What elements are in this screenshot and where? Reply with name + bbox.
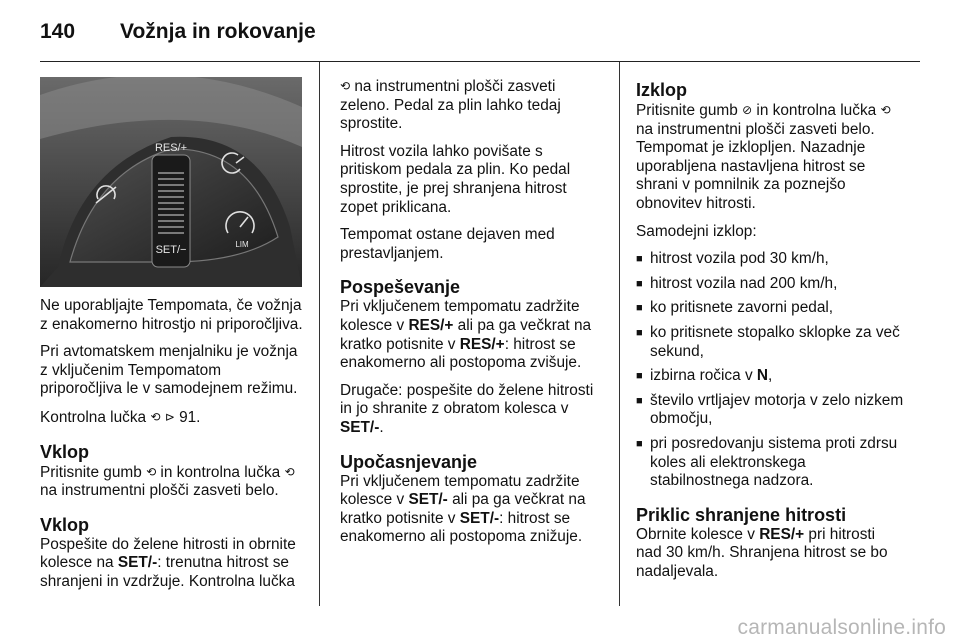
bullet-list [636,250,904,491]
text: Pospešite do želene hitrosti in obrnite kolesce na [40,535,296,572]
paragraph [340,473,608,547]
text: : hitrost se enakomerno ali postopoma zvišuje. [340,335,582,372]
reference-arrow-icon: ⊳ [164,409,175,424]
cruise-control-icon: ⟲ [340,79,351,93]
paragraph [636,526,904,582]
paragraph [340,77,608,134]
list-item [636,367,904,386]
text: na instrumentni plošči zasveti belo. Tempomat je izklopljen. Nazadnje uporabljena nastavljena hitrost se shrani v pomnilnik za poznejšo obnovitev hitrosti. [636,120,875,212]
section-heading: Priklic shranjene hitrosti [636,504,847,525]
column-1 [40,297,305,601]
header-rule [40,61,920,62]
page-reference: 91. [179,408,201,426]
cruise-off-icon: ⊘ [742,103,753,117]
watermark: carmanualsonline.info [737,616,946,639]
list-item: ■ ko pritisnete zavorni pedal, [636,299,904,318]
text: Pri vključenem tempomatu zadržite kolesce v [340,298,580,334]
list-item: ■ pri posredovanju sistema proti zdrsu koles ali elektronskega stabilnostnega nadzora. [636,435,904,491]
column-3 [636,80,904,590]
text: in kontrolna lučka [756,102,877,119]
text: pri hitrosti nad 30 km/h. Shranjena hitrost se bo nadaljevala. [636,525,888,580]
page-title: Vožnja in rokovanje [120,20,316,43]
text: ali pa ga večkrat na kratko potisnite v [340,491,586,527]
text: Pritisnite gumb [40,463,142,481]
lim-label: LIM [235,240,249,249]
cruise-control-icon: ⟲ [880,103,891,117]
text: : trenutna hitrost se shranjeni in vzdržuje. Kontrolna lučka [40,554,295,590]
paragraph [340,298,608,372]
steering-wheel-controls-photo [40,77,302,287]
paragraph: Pri avtomatskem menjalniku je vožnja z vključenim Tempomatom priporočljiva le v samodejnem režimu. [40,343,298,398]
list-item: ■ hitrost vozila pod 30 km/h, [636,250,904,269]
text: ali pa ga večkrat na kratko potisnite v [340,316,592,353]
text: Pri vključenem tempomatu zadržite kolesce v [340,472,580,509]
paragraph [40,463,305,501]
bold-term: RES/+ [459,335,505,353]
section-heading: Upočasnjevanje [340,451,478,472]
paragraph [40,536,305,592]
paragraph: Ne uporabljajte Tempomata, če vožnja z enakomerno hitrostjo ni priporočljiva. [40,297,303,333]
list-item: ■ število vrtljajev motorja v zelo nizkem območju, [636,392,904,429]
section-heading: Vklop [40,514,90,535]
text: Drugače: pospešite do želene hitrosti in jo shranite z obratom kolesca v [340,381,594,418]
column-divider [319,62,320,606]
bold-term: SET/- [408,491,448,509]
cruise-control-icon: ⟲ [146,464,157,479]
text: Obrnite kolesce v [636,525,755,543]
column-2 [340,77,608,556]
paragraph: Samodejni izklop: [636,222,757,240]
set-label: SET/− [155,244,187,256]
steering-wheel-illustration [40,77,302,287]
bold-term: RES/+ [759,525,805,543]
page-number: 140 [40,20,76,43]
text: , [768,367,773,385]
text: na instrumentni plošči zasveti belo. [40,482,279,500]
bold-term: SET/- [459,509,500,527]
column-divider [619,62,620,606]
text: : hitrost se enakomerno ali postopoma znižuje. [340,509,583,546]
cruise-control-icon: ⟲ [284,464,295,479]
bold-term: SET/- [117,554,158,572]
paragraph [340,382,608,438]
text: . [379,418,384,436]
text: izbirna ročica v [650,367,753,385]
cruise-control-icon: ⟲ [150,409,161,424]
bold-term: RES/+ [408,316,454,334]
section-heading: Izklop [636,80,688,100]
section-heading: Pospeševanje [340,277,461,298]
text: Pritisnite gumb [636,102,738,119]
list-item: ■ hitrost vozila nad 200 km/h, [636,275,904,294]
bold-term: SET/- [340,418,380,436]
paragraph: Hitrost vozila lahko povišate s pritiskom pedala za plin. Ko pedal sprostite, je prej shranjena hitrost zopet priklicana. [340,142,571,216]
paragraph: Tempomat ostane dejaven med prestavljanjem. [340,226,555,262]
section-heading: Vklop [40,441,90,462]
bold-term: N [756,367,769,385]
res-label: RES/+ [154,142,188,154]
paragraph [40,408,305,428]
text: na instrumentni plošči zasveti zeleno. Pedal za plin lahko tedaj sprostite. [340,78,561,133]
text: in kontrolna lučka [160,463,281,481]
paragraph [636,101,904,214]
list-item: ■ ko pritisnete stopalko sklopke za več sekund, [636,324,904,361]
text: Kontrolna lučka [40,408,147,426]
